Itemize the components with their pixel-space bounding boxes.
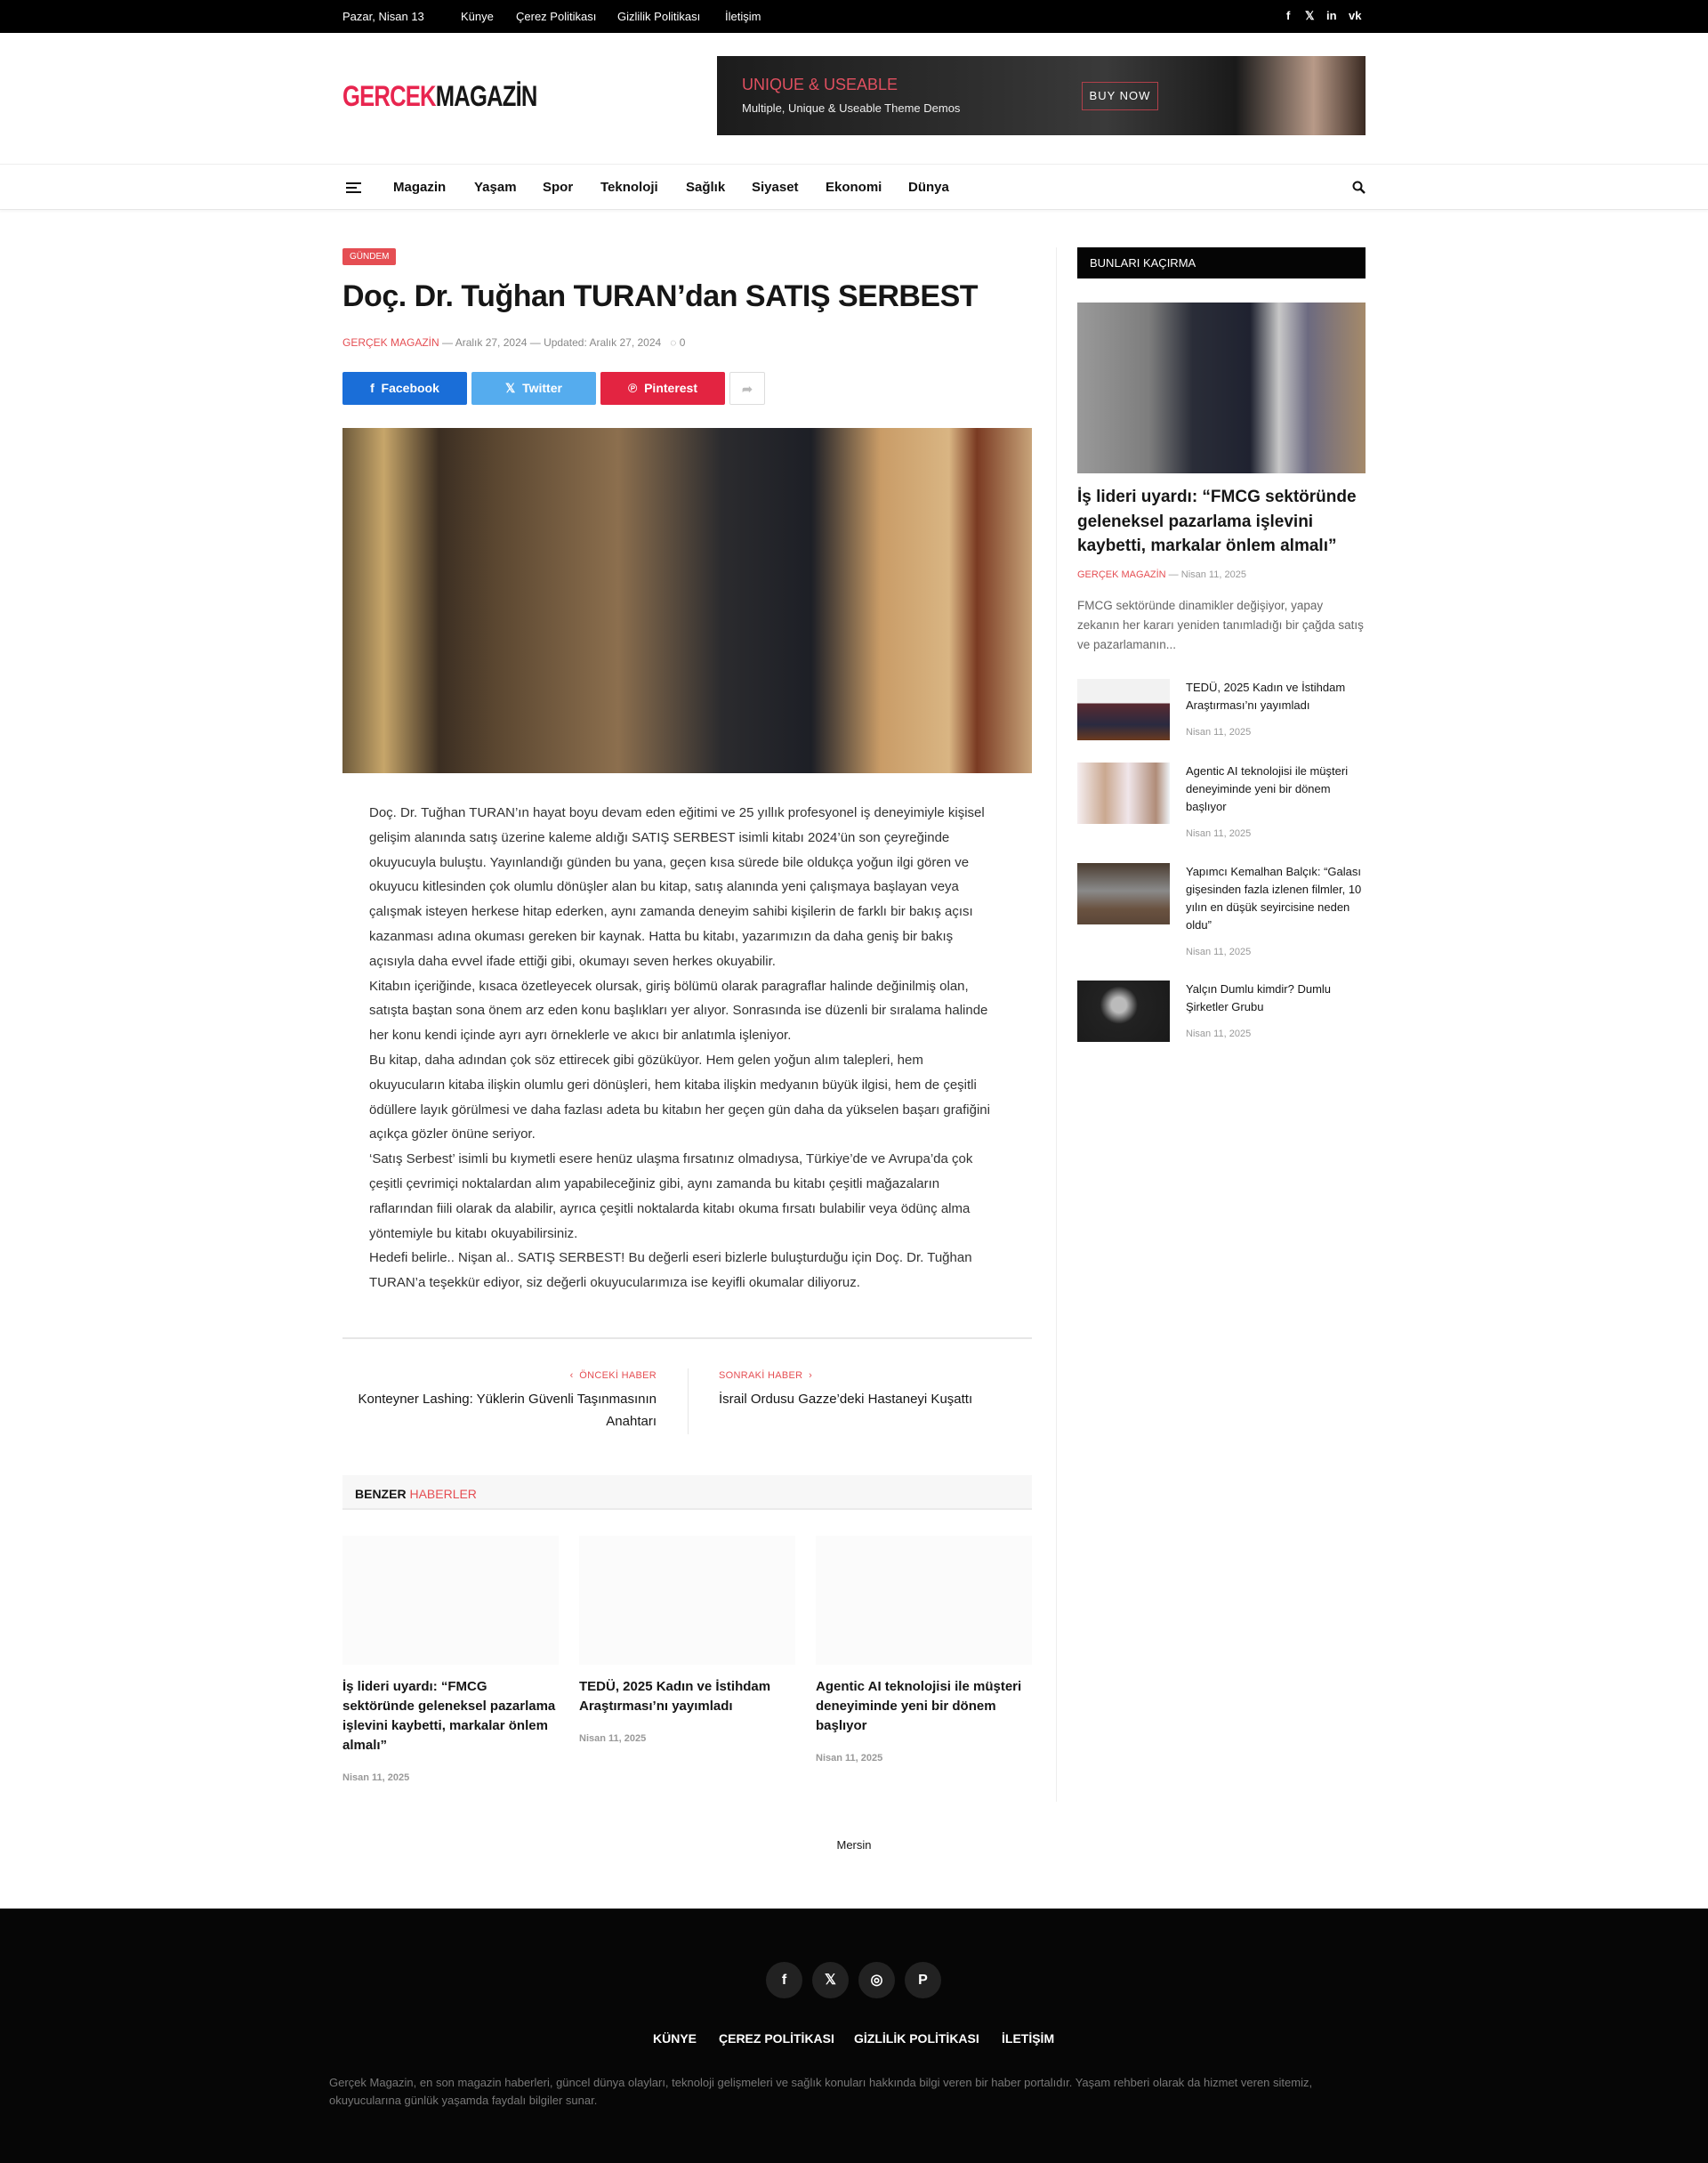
paragraph: Hedefi belirle.. Nişan al.. SATIŞ SERBEST! Bu değerli eseri bizlerle buluşturduğu için Doç. Dr. Tuğhan TURAN’a teşekkür ediyor, siz değerli okuyucularımıza ise keyifli okumalar diliyoruz. — [369, 1250, 972, 1291]
paragraph: Bu kitap, daha adından çok söz ettirecek gibi gözüküyor. Hem gelen yoğun alım talepleri, hem okuyucuların kitaba ilişkin olumlu geri dönüşleri, hem kitaba ilişkin medyanın büyük ilgisi, hem de çeşitli ödüllere layık görülmesi ve daha fazlası adeta bu kitabın her geçen gün daha da yükselen başarı grafiğini açıkça gözler önüne seriyor. — [369, 1052, 990, 1142]
comment-count[interactable]: 0 — [679, 336, 686, 349]
author-link[interactable]: GERÇEK MAGAZİN — [342, 336, 439, 349]
pinterest-icon[interactable]: P — [905, 1962, 941, 1998]
related-item — [342, 1677, 559, 1788]
article-body — [369, 801, 996, 1295]
ad-title: UNIQUE & USEABLE — [742, 76, 898, 93]
top-link-gizlilik[interactable]: Gizlilik Politikası — [617, 10, 701, 23]
share-pinterest-button[interactable] — [600, 372, 725, 405]
chevron-left-icon: ‹ — [569, 1370, 574, 1381]
share-twitter-button[interactable] — [471, 372, 596, 405]
paragraph: ‘Satış Serbest’ isimli bu kıymetli esere henüz ulaşma fırsatınız olmadıysa, Türkiye’de ve Avrupa’da çok çeşitli çevrimiçi noktalardan alım yapabileceğiniz gibi, aynı zamanda bu kitabı çeşitli mağazaların raflarından fiili olarak da alabilir, ayrıca çeşitli noktalarda kitabı okuma fırsatı bulabilir veya ödünç alma yöntemiyle bu kitabı okuyabilirsiniz. — [369, 1151, 973, 1241]
ad-subtitle: Multiple, Unique & Useable Theme Demos — [742, 101, 961, 115]
share-twitter-label: Twitter — [522, 381, 562, 395]
article-hero-image — [342, 428, 1032, 773]
sidebar-item-title[interactable]: TEDÜ, 2025 Kadın ve İstihdam Araştırması’nı yayımladı — [1186, 681, 1346, 712]
related-title[interactable]: İş lideri uyardı: “FMCG sektöründe geleneksel pazarlama işlevini kaybetti, markalar önlem almalı” — [342, 1679, 556, 1753]
featured-image[interactable] — [1077, 303, 1366, 473]
paragraph: Doç. Dr. Tuğhan TURAN’ın hayat boyu devam eden eğitimi ve 25 yıllık profesyonel iş deneyimiyle kişisel gelişim alanında satış üzerine kaleme aldığı SATIŞ SERBEST isimli kitabı 2024’ün son çeyreğinde okuyucuyla buluştu. Yayınlandığı günden bu yana, geçen kısa sürede bile oldukça yoğun ilgi gören ve okuyucu kitlesinden çok olumlu dönüşler alan bu kitap, satış alanında yeni çalışmaya başlayan veya çalışmak isteyen herkese hitap ederken, aynı zamanda deneyim sahibi kişilerin de farklı bir bakış açısı kazanması adına okuması gereken bir kaynak. Hatta bu kitabı, yazarımızın da daha geniş bir bakış açısıyla daha evvel ifade ettiği gibi, okumayı seven herkes okuyabilir. — [369, 805, 985, 969]
site-logo[interactable] — [342, 80, 537, 113]
updated-date: Aralık 27, 2024 — [589, 336, 662, 349]
related-heading-b: HABERLER — [409, 1487, 477, 1501]
sidebar-item-date: Nisan 11, 2025 — [1186, 828, 1252, 839]
sidebar-item — [1186, 863, 1366, 961]
publish-date: Aralık 27, 2024 — [455, 336, 528, 349]
divider — [342, 1337, 1032, 1339]
featured-excerpt: FMCG sektöründe dinamikler değişiyor, yapay zekanın her kararı yeniden tanımladığı bir çağda satış ve pazarlamanın... — [1077, 599, 1364, 651]
footer-link-gizlilik[interactable]: GİZLİLİK POLİTİKASI — [854, 2031, 979, 2046]
prev-title: Konteyner Lashing: Yüklerin Güvenli Taşınmasının Anahtarı — [358, 1392, 657, 1429]
facebook-icon[interactable]: f — [766, 1962, 802, 1998]
nav-dunya[interactable]: Dünya — [908, 180, 949, 195]
main-nav — [0, 164, 1708, 210]
sidebar-item-title[interactable]: Agentic AI teknolojisi ile müşteri deneyiminde yeni bir dönem başlıyor — [1186, 764, 1349, 813]
logo-black: MAGAZİN — [435, 80, 537, 112]
category-badge[interactable]: GÜNDEM — [342, 248, 396, 265]
thumbnail[interactable] — [1077, 763, 1170, 824]
divider — [688, 1368, 689, 1434]
sidebar-item — [1186, 981, 1366, 1043]
footer-link-cerez[interactable]: ÇEREZ POLİTİKASI — [719, 2031, 834, 2046]
thumbnail[interactable] — [1077, 679, 1170, 740]
paragraph: Kitabın içeriğinde, kısaca özetleyecek olursak, giriş bölümü olarak paragraflar halinde değinilmiş olan, satışta baştan sona önem arz eden konu başlıkları yer alıyor. Sonrasında ise düzenli bir sıralama halinde her konu kendi içinde ayrı ayrı örneklerle ve akıcı bir anlatımla işleniyor. — [369, 978, 988, 1044]
nav-magazin[interactable]: Magazin — [393, 180, 447, 195]
share-facebook-label: Facebook — [381, 381, 439, 395]
chevron-right-icon: › — [809, 1370, 813, 1381]
updated-label: Updated: — [544, 336, 587, 349]
prev-post-link[interactable] — [356, 1370, 657, 1433]
share-pinterest-label: Pinterest — [644, 381, 698, 395]
x-icon[interactable]: 𝕏 — [1305, 9, 1315, 22]
nav-yasam[interactable]: Yaşam — [474, 180, 517, 195]
next-title: İsrail Ordusu Gazze’deki Hastaneyi Kuşattı — [719, 1392, 973, 1407]
facebook-icon: f — [370, 381, 375, 395]
sidebar-item-date: Nisan 11, 2025 — [1186, 727, 1252, 738]
article-title: Doç. Dr. Tuğhan TURAN’dan SATIŞ SERBEST — [342, 279, 979, 313]
related-item — [816, 1677, 1032, 1768]
instagram-icon[interactable]: ◎ — [858, 1962, 895, 1998]
facebook-icon[interactable]: f — [1286, 9, 1291, 22]
comment-icon[interactable]: ◌ — [670, 336, 677, 349]
next-label: SONRAKİ HABER — [719, 1370, 803, 1381]
related-image[interactable] — [816, 1536, 1032, 1665]
sidebar-item-date: Nisan 11, 2025 — [1186, 1029, 1252, 1039]
related-image[interactable] — [342, 1536, 559, 1665]
nav-spor[interactable]: Spor — [543, 180, 574, 195]
featured-author[interactable]: GERÇEK MAGAZİN — [1077, 569, 1166, 580]
logo-red: GERCEK — [342, 80, 436, 112]
featured-date: Nisan 11, 2025 — [1180, 569, 1246, 580]
sidebar-heading: BUNLARI KAÇIRMA — [1077, 247, 1366, 278]
featured-meta: GERÇEK MAGAZİN — Nisan 11, 2025 — [1077, 569, 1246, 580]
nav-teknoloji[interactable]: Teknoloji — [600, 180, 658, 195]
sidebar-divider — [1056, 247, 1057, 1802]
article-meta: GERÇEK MAGAZİN — Aralık 27, 2024 — Updated: Aralık 27, 2024 ◌ 0 — [342, 336, 686, 349]
current-date: Pazar, Nisan 13 — [342, 10, 424, 23]
nav-saglik[interactable]: Sağlık — [686, 180, 726, 195]
ad-banner[interactable] — [717, 56, 1366, 135]
prev-label: ÖNCEKİ HABER — [579, 1370, 657, 1381]
sidebar-item — [1186, 763, 1366, 843]
thumbnail[interactable] — [1077, 981, 1170, 1042]
next-post-link[interactable] — [719, 1370, 1021, 1410]
sidebar-item — [1186, 679, 1366, 741]
related-heading — [342, 1475, 1032, 1510]
pinterest-icon: ℗ — [627, 381, 638, 395]
buy-now-button[interactable]: BUY NOW — [1082, 82, 1158, 110]
featured-title[interactable]: İş lideri uyardı: “FMCG sektöründe geleneksel pazarlama işlevini kaybetti, markalar önlem almalı” — [1077, 488, 1357, 555]
top-link-cerez[interactable]: Çerez Politikası — [516, 10, 597, 23]
nav-ekonomi[interactable]: Ekonomi — [826, 180, 882, 195]
location-text: Mersin — [836, 1838, 872, 1852]
linkedin-icon[interactable]: in — [1326, 9, 1337, 22]
thumbnail[interactable] — [1077, 863, 1170, 924]
search-icon[interactable] — [1352, 181, 1366, 194]
related-date: Nisan 11, 2025 — [579, 1733, 647, 1744]
related-item — [579, 1677, 795, 1748]
sidebar-item-title[interactable]: Yalçın Dumlu kimdir? Dumlu Şirketler Grubu — [1186, 982, 1332, 1013]
menu-icon[interactable] — [346, 182, 361, 196]
top-link-kunye[interactable]: Künye — [461, 10, 494, 23]
footer-description: Gerçek Magazin, en son magazin haberleri, güncel dünya olayları, teknoloji gelişmeleri ve sağlık konuları hakkında bilgi veren bir haber portalıdır. Yaşam rehberi olarak da hizmet veren sitemiz, okuyucularına günlük yaşamda faydalı bilgiler sunar. — [329, 2076, 1313, 2107]
related-title[interactable]: TEDÜ, 2025 Kadın ve İstihdam Araştırması’nı yayımladı — [579, 1679, 771, 1714]
related-heading-a: BENZER — [355, 1487, 407, 1501]
footer-link-kunye[interactable]: KÜNYE — [653, 2031, 697, 2046]
related-date: Nisan 11, 2025 — [816, 1753, 883, 1763]
x-icon: 𝕏 — [505, 381, 516, 395]
share-facebook-button[interactable] — [342, 372, 467, 405]
related-title[interactable]: Agentic AI teknolojisi ile müşteri deneyiminde yeni bir dönem başlıyor — [816, 1679, 1022, 1733]
x-icon[interactable]: 𝕏 — [812, 1962, 849, 1998]
top-link-iletisim[interactable]: İletişim — [725, 10, 761, 23]
top-bar — [0, 0, 1708, 33]
related-date: Nisan 11, 2025 — [342, 1772, 410, 1783]
nav-siyaset[interactable]: Siyaset — [752, 180, 799, 195]
vk-icon[interactable]: vk — [1349, 9, 1362, 22]
sidebar-item-date: Nisan 11, 2025 — [1186, 947, 1252, 957]
share-more-icon[interactable]: ➦ — [729, 372, 765, 405]
related-image[interactable] — [579, 1536, 795, 1665]
footer-link-iletisim[interactable]: İLETİŞİM — [1002, 2031, 1055, 2046]
sidebar-item-title[interactable]: Yapımcı Kemalhan Balçık: “Galası gişesinden fazla izlenen filmler, 10 yılın en düşük seyircisine neden oldu” — [1186, 865, 1362, 932]
